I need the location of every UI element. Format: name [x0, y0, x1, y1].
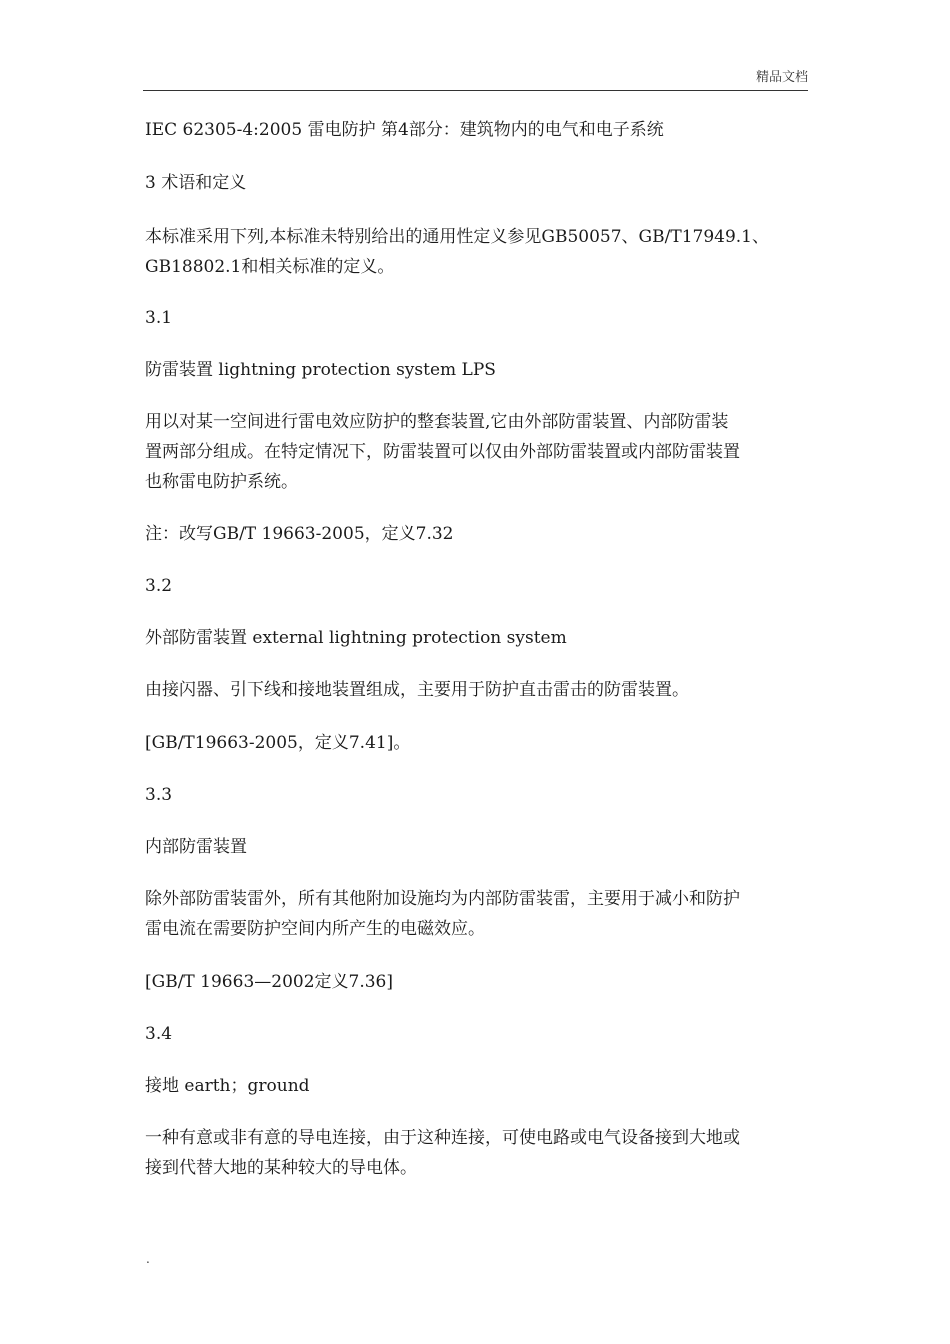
paragraph-line: 雷电流在需要防护空间内所产生的电磁效应。	[145, 919, 485, 939]
term-heading: 防雷装置 lightning protection system LPS	[145, 360, 496, 380]
paragraph-line: 由接闪器、引下线和接地装置组成，主要用于防护直击雷击的防雷装置。	[145, 680, 689, 700]
paragraph-line: 本标准采用下列,本标准未特别给出的通用性定义参见GB50057、GB/T17949.1、	[145, 227, 769, 247]
header-label: 精品文档	[755, 70, 808, 85]
clause-number: 3.4	[145, 1024, 173, 1044]
reference-line: [GB/T19663-2005，定义7.41]。	[145, 733, 411, 753]
clause-number: 3.2	[145, 576, 173, 596]
doc-title: IEC 62305-4:2005 雷电防护 第4部分：建筑物内的电气和电子系统	[145, 120, 664, 140]
section-heading: 3 术语和定义	[145, 173, 247, 193]
note-line: 注：改写GB/T 19663-2005，定义7.32	[145, 524, 454, 544]
paragraph-line: 用以对某一空间进行雷电效应防护的整套装置,它由外部防雷装置、内部防雷装	[145, 412, 729, 432]
term-heading: 内部防雷装置	[145, 837, 247, 857]
footer-mark: .	[146, 1252, 150, 1266]
paragraph-line: 一种有意或非有意的导电连接，由于这种连接，可使电路或电气设备接到大地或	[145, 1128, 740, 1148]
paragraph-line: 也称雷电防护系统。	[145, 472, 298, 492]
paragraph-line: 除外部防雷装雷外，所有其他附加设施均为内部防雷装雷，主要用于减小和防护	[145, 889, 740, 909]
paragraph-line: GB18802.1和相关标准的定义。	[145, 257, 395, 277]
reference-line: [GB/T 19663—2002定义7.36]	[145, 972, 394, 992]
term-heading: 外部防雷装置 external lightning protection system	[145, 628, 567, 648]
term-heading: 接地 earth；ground	[145, 1076, 310, 1096]
clause-number: 3.3	[145, 785, 173, 805]
clause-number: 3.1	[145, 308, 173, 328]
paragraph-line: 接到代替大地的某种较大的导电体。	[145, 1158, 417, 1178]
paragraph-line: 置两部分组成。在特定情况下，防雷装置可以仅由外部防雷装置或内部防雷装置	[145, 442, 740, 462]
header-rule	[143, 90, 808, 91]
